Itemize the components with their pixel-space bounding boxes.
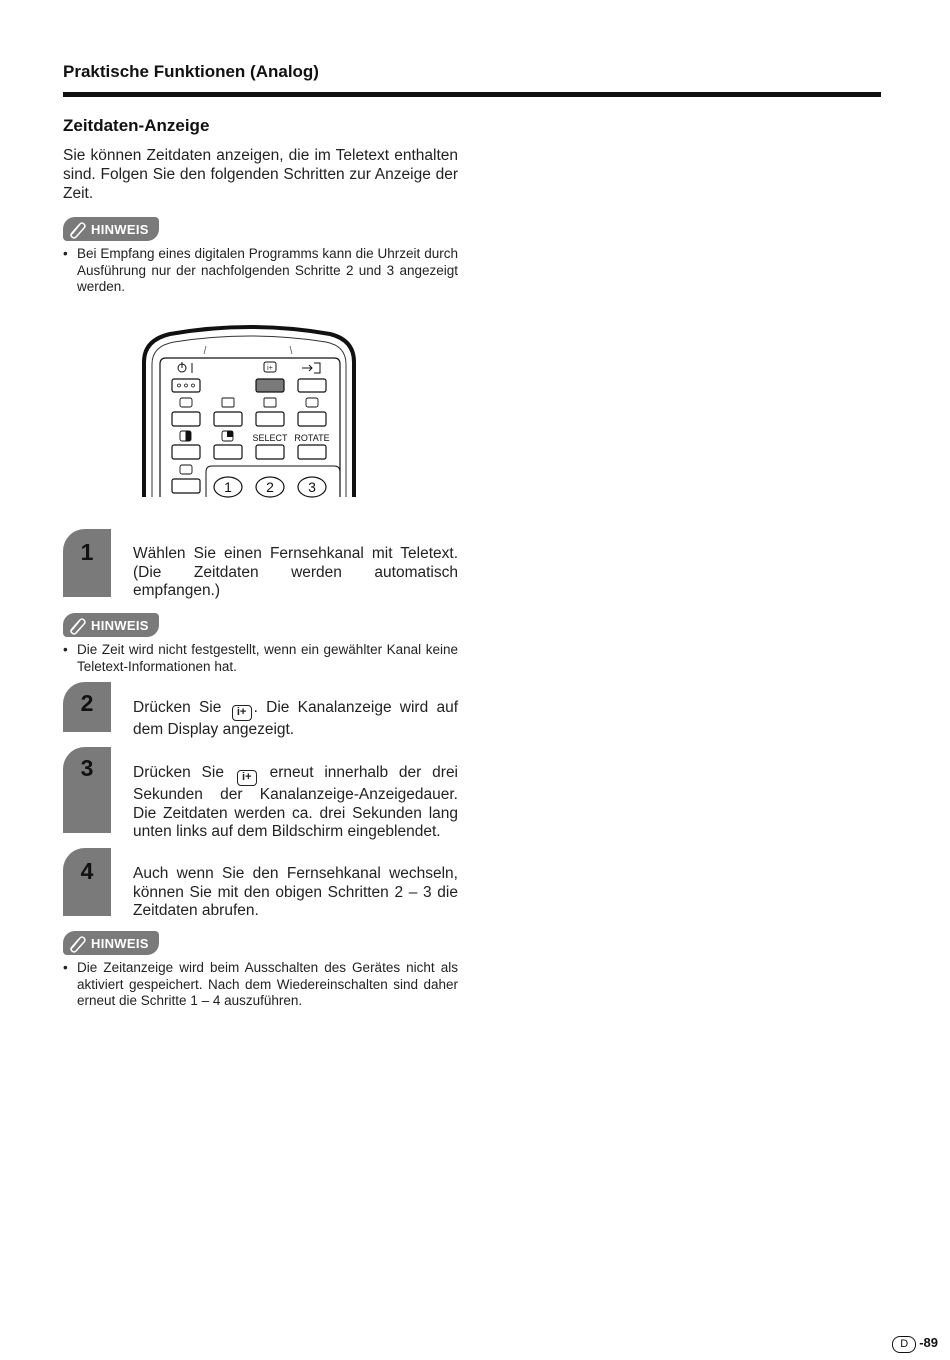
step-badge xyxy=(63,848,111,916)
contrast-button[interactable] xyxy=(172,445,200,459)
language-badge: D xyxy=(892,1336,916,1353)
index-icon xyxy=(306,398,318,407)
select-button[interactable] xyxy=(256,445,284,459)
step-text-part: erneut innerhalb der drei Sekunden der Kanalanzeige-Anzeigedauer. Die Zeitdaten werden ca. drei Sekunden lang unten links auf dem Bildschirm eingeblendet. xyxy=(133,764,459,840)
note-text: Bei Empfang eines digitalen Programms kann die Uhrzeit durch Ausführung nur der nachfolgenden Schritte 2 und 3 angezeigt werden. xyxy=(77,246,458,294)
step-number: 2 xyxy=(80,690,94,716)
note-item xyxy=(63,246,458,296)
remote-control-illustration xyxy=(140,322,360,502)
number-label-2: 2 xyxy=(266,479,274,495)
picture-mode-icon xyxy=(222,431,233,441)
intro-paragraph: Sie können Zeitdaten anzeigen, die im Teletext enthalten sind. Folgen Sie den folgenden Schritten zur Anzeige der Zeit. xyxy=(63,147,458,202)
paperclip-icon xyxy=(67,219,89,239)
paperclip-icon xyxy=(67,615,89,635)
step-text-part: Drücken Sie xyxy=(133,699,230,716)
page-number-text: -89 xyxy=(919,1335,938,1350)
bullet-icon: • xyxy=(63,960,68,975)
hinweis-label: HINWEIS xyxy=(91,222,149,237)
number-label-1: 1 xyxy=(224,479,232,495)
reveal-icon xyxy=(222,398,234,407)
info-button-highlighted[interactable] xyxy=(256,379,284,392)
step-badge xyxy=(63,682,111,732)
wide-button[interactable] xyxy=(172,479,200,493)
svg-text:i+: i+ xyxy=(267,365,273,372)
step-text-part: Drücken Sie xyxy=(133,764,235,781)
hold-button[interactable] xyxy=(256,412,284,426)
step-number: 1 xyxy=(80,539,94,565)
hinweis-badge xyxy=(63,613,159,637)
rotate-button[interactable] xyxy=(298,445,326,459)
step-text xyxy=(133,764,458,842)
rotate-label: ROTATE xyxy=(294,433,330,443)
step-badge xyxy=(63,747,111,833)
bullet-icon: • xyxy=(63,246,68,261)
step-text: Wählen Sie einen Fernsehkanal mit Teletext. (Die Zeitdaten werden automatisch empfangen.) xyxy=(133,545,458,599)
reveal-button[interactable] xyxy=(214,412,242,426)
subtitle-button[interactable] xyxy=(172,412,200,426)
step-badge xyxy=(63,529,111,597)
power-icon xyxy=(178,362,192,373)
select-label: SELECT xyxy=(252,433,288,443)
page-title: Zeitdaten-Anzeige xyxy=(63,116,210,135)
wide-icon xyxy=(180,465,192,474)
paperclip-icon xyxy=(67,933,89,953)
picture-mode-button[interactable] xyxy=(214,445,242,459)
note-text: Die Zeit wird nicht festgestellt, wenn ein gewählter Kanal keine Teletext-Informationen hat. xyxy=(77,642,458,674)
contrast-icon xyxy=(180,431,191,441)
step-number: 4 xyxy=(80,858,94,884)
step-number: 3 xyxy=(80,755,94,781)
page-number xyxy=(892,1335,938,1353)
hinweis-label: HINWEIS xyxy=(91,618,149,633)
note-item xyxy=(63,642,458,675)
header-rule xyxy=(63,92,881,97)
note-item xyxy=(63,960,458,1010)
index-button[interactable] xyxy=(298,412,326,426)
step-text: Auch wenn Sie den Fernsehkanal wechseln, können Sie mit den obigen Schritten 2 – 3 die Zeitdaten abrufen. xyxy=(133,865,458,919)
input-button[interactable] xyxy=(298,379,326,392)
hinweis-label: HINWEIS xyxy=(91,936,149,951)
section-header: Praktische Funktionen (Analog) xyxy=(63,62,319,81)
step-text-part: . Die Kanalanzeige wird auf dem Display angezeigt. xyxy=(133,699,458,738)
number-label-3: 3 xyxy=(308,479,316,495)
hold-icon xyxy=(264,398,276,407)
bullet-icon: • xyxy=(63,642,68,657)
step-text xyxy=(133,699,458,740)
teletext-button[interactable] xyxy=(172,379,200,392)
info-icon: i+ xyxy=(237,770,257,786)
input-icon xyxy=(302,363,320,373)
info-icon: i+ xyxy=(232,705,252,721)
hinweis-badge xyxy=(63,217,159,241)
subtitle-icon xyxy=(180,398,192,407)
hinweis-badge xyxy=(63,931,159,955)
note-text: Die Zeitanzeige wird beim Ausschalten des Gerätes nicht als aktiviert gespeichert. Nach dem Wiedereinschalten sind daher erneut die Schritte 1 – 4 auszuführen. xyxy=(77,960,458,1008)
